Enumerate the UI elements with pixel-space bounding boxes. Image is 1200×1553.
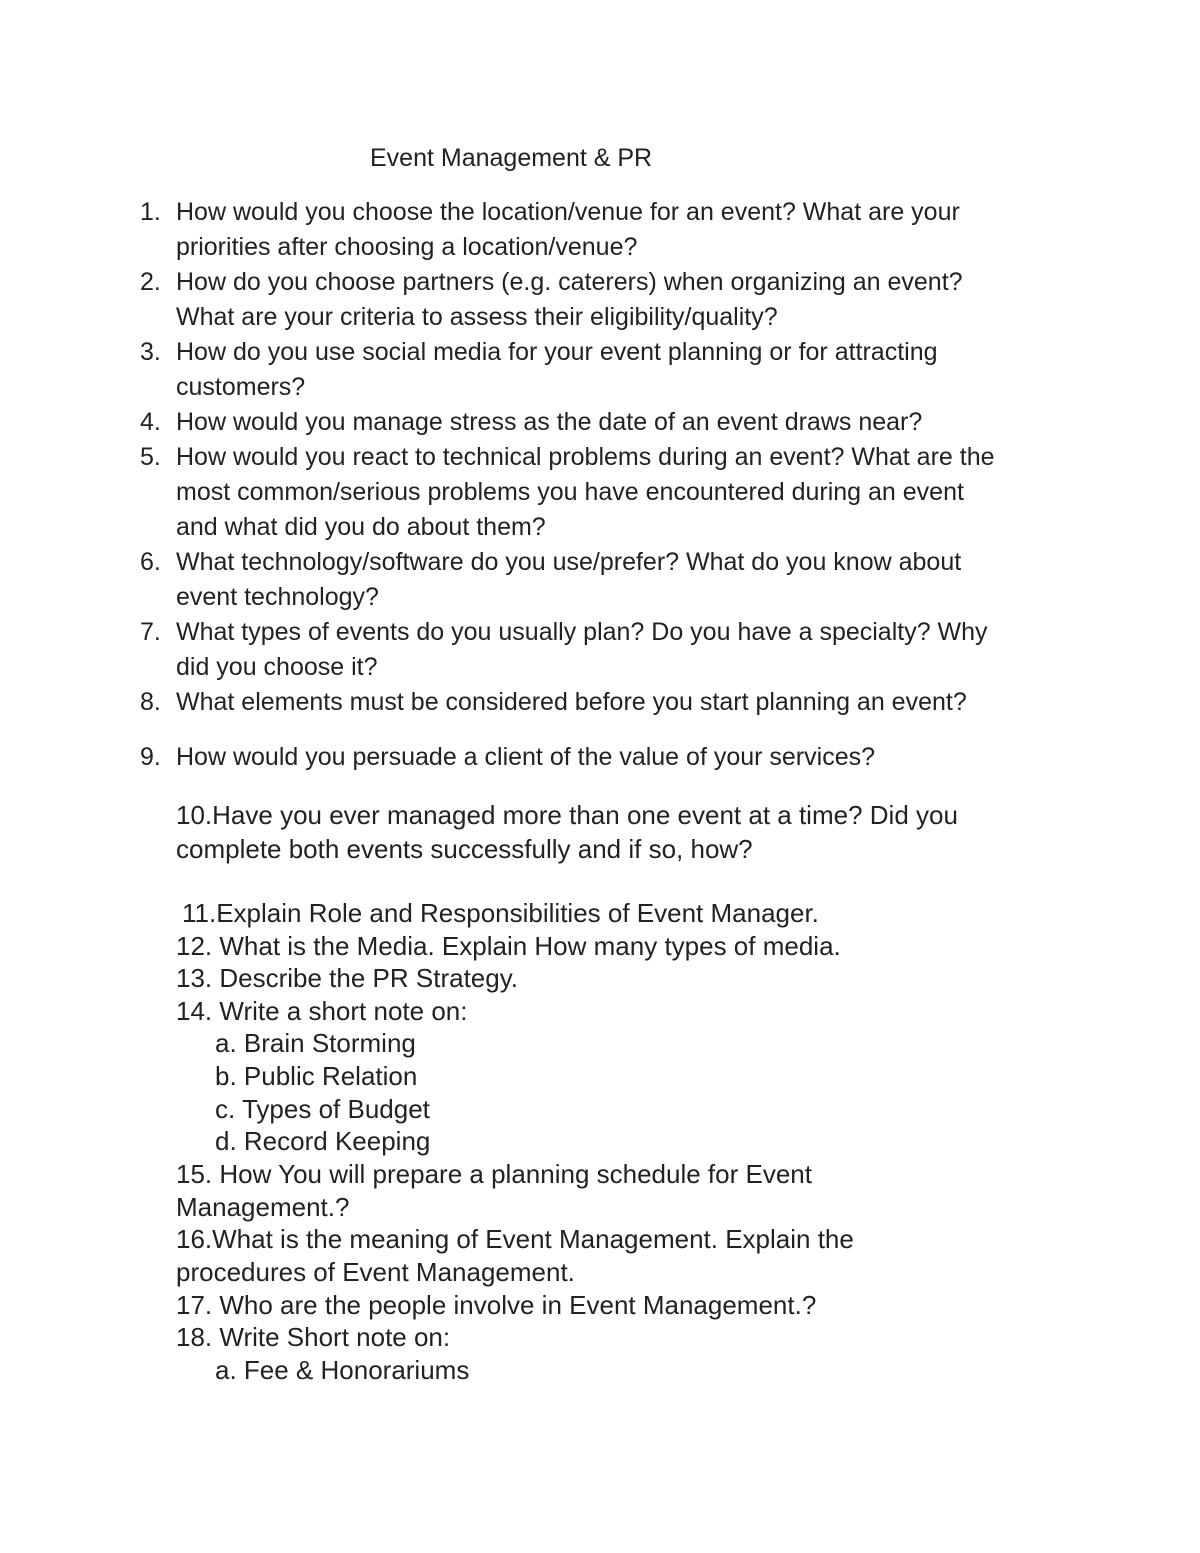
question-14: 14. Write a short note on:: [176, 996, 468, 1026]
question-line: What types of events do you usually plan? Do you have a specialty? Why: [176, 618, 988, 646]
question-17: 17. Who are the people involve in Event Management.?: [176, 1290, 817, 1320]
question-line: event technology?: [176, 583, 379, 611]
question-12: 12. What is the Media. Explain How many types of media.: [176, 931, 841, 961]
question-number: 3.: [140, 338, 161, 366]
question-15-line: 15. How You will prepare a planning schedule for Event: [176, 1159, 812, 1189]
question-line: How would you manage stress as the date of an event draws near?: [176, 408, 923, 436]
document-title: Event Management & PR: [370, 144, 653, 172]
question-line: did you choose it?: [176, 653, 378, 681]
question-line: How do you choose partners (e.g. caterers) when organizing an event?: [176, 268, 963, 296]
question-number: 2.: [140, 268, 161, 296]
question-number: 5.: [140, 443, 161, 471]
question-10-line: complete both events successfully and if so, how?: [176, 834, 753, 864]
question-15-line: Management.?: [176, 1192, 350, 1222]
question-18: 18. Write Short note on:: [176, 1322, 451, 1352]
question-11: 11.Explain Role and Responsibilities of Event Manager.: [182, 898, 819, 928]
question-16-line: 16.What is the meaning of Event Management. Explain the: [176, 1224, 854, 1254]
question-14-subitem: b. Public Relation: [215, 1061, 418, 1091]
question-line: priorities after choosing a location/venue?: [176, 233, 638, 261]
question-number: 9.: [140, 743, 161, 771]
question-line: How would you persuade a client of the value of your services?: [176, 743, 875, 771]
question-line: How would you react to technical problems during an event? What are the: [176, 443, 995, 471]
question-13: 13. Describe the PR Strategy.: [176, 963, 519, 993]
question-line: customers?: [176, 373, 306, 401]
question-18-subitem: a. Fee & Honorariums: [215, 1355, 470, 1385]
question-line: What technology/software do you use/prefer? What do you know about: [176, 548, 962, 576]
question-line: What elements must be considered before you start planning an event?: [176, 688, 967, 716]
question-number: 4.: [140, 408, 161, 436]
question-number: 6.: [140, 548, 161, 576]
question-line: How do you use social media for your event planning or for attracting: [176, 338, 938, 366]
question-number: 8.: [140, 688, 161, 716]
question-line: most common/serious problems you have encountered during an event: [176, 478, 964, 506]
question-number: 7.: [140, 618, 161, 646]
question-14-subitem: a. Brain Storming: [215, 1028, 416, 1058]
question-line: How would you choose the location/venue for an event? What are your: [176, 198, 960, 226]
question-number: 1.: [140, 198, 161, 226]
question-14-subitem: c. Types of Budget: [215, 1094, 430, 1124]
question-10-line: 10.Have you ever managed more than one event at a time? Did you: [176, 800, 958, 830]
question-line: What are your criteria to assess their eligibility/quality?: [176, 303, 778, 331]
question-16-line: procedures of Event Management.: [176, 1257, 575, 1287]
question-line: and what did you do about them?: [176, 513, 546, 541]
question-14-subitem: d. Record Keeping: [215, 1126, 431, 1156]
